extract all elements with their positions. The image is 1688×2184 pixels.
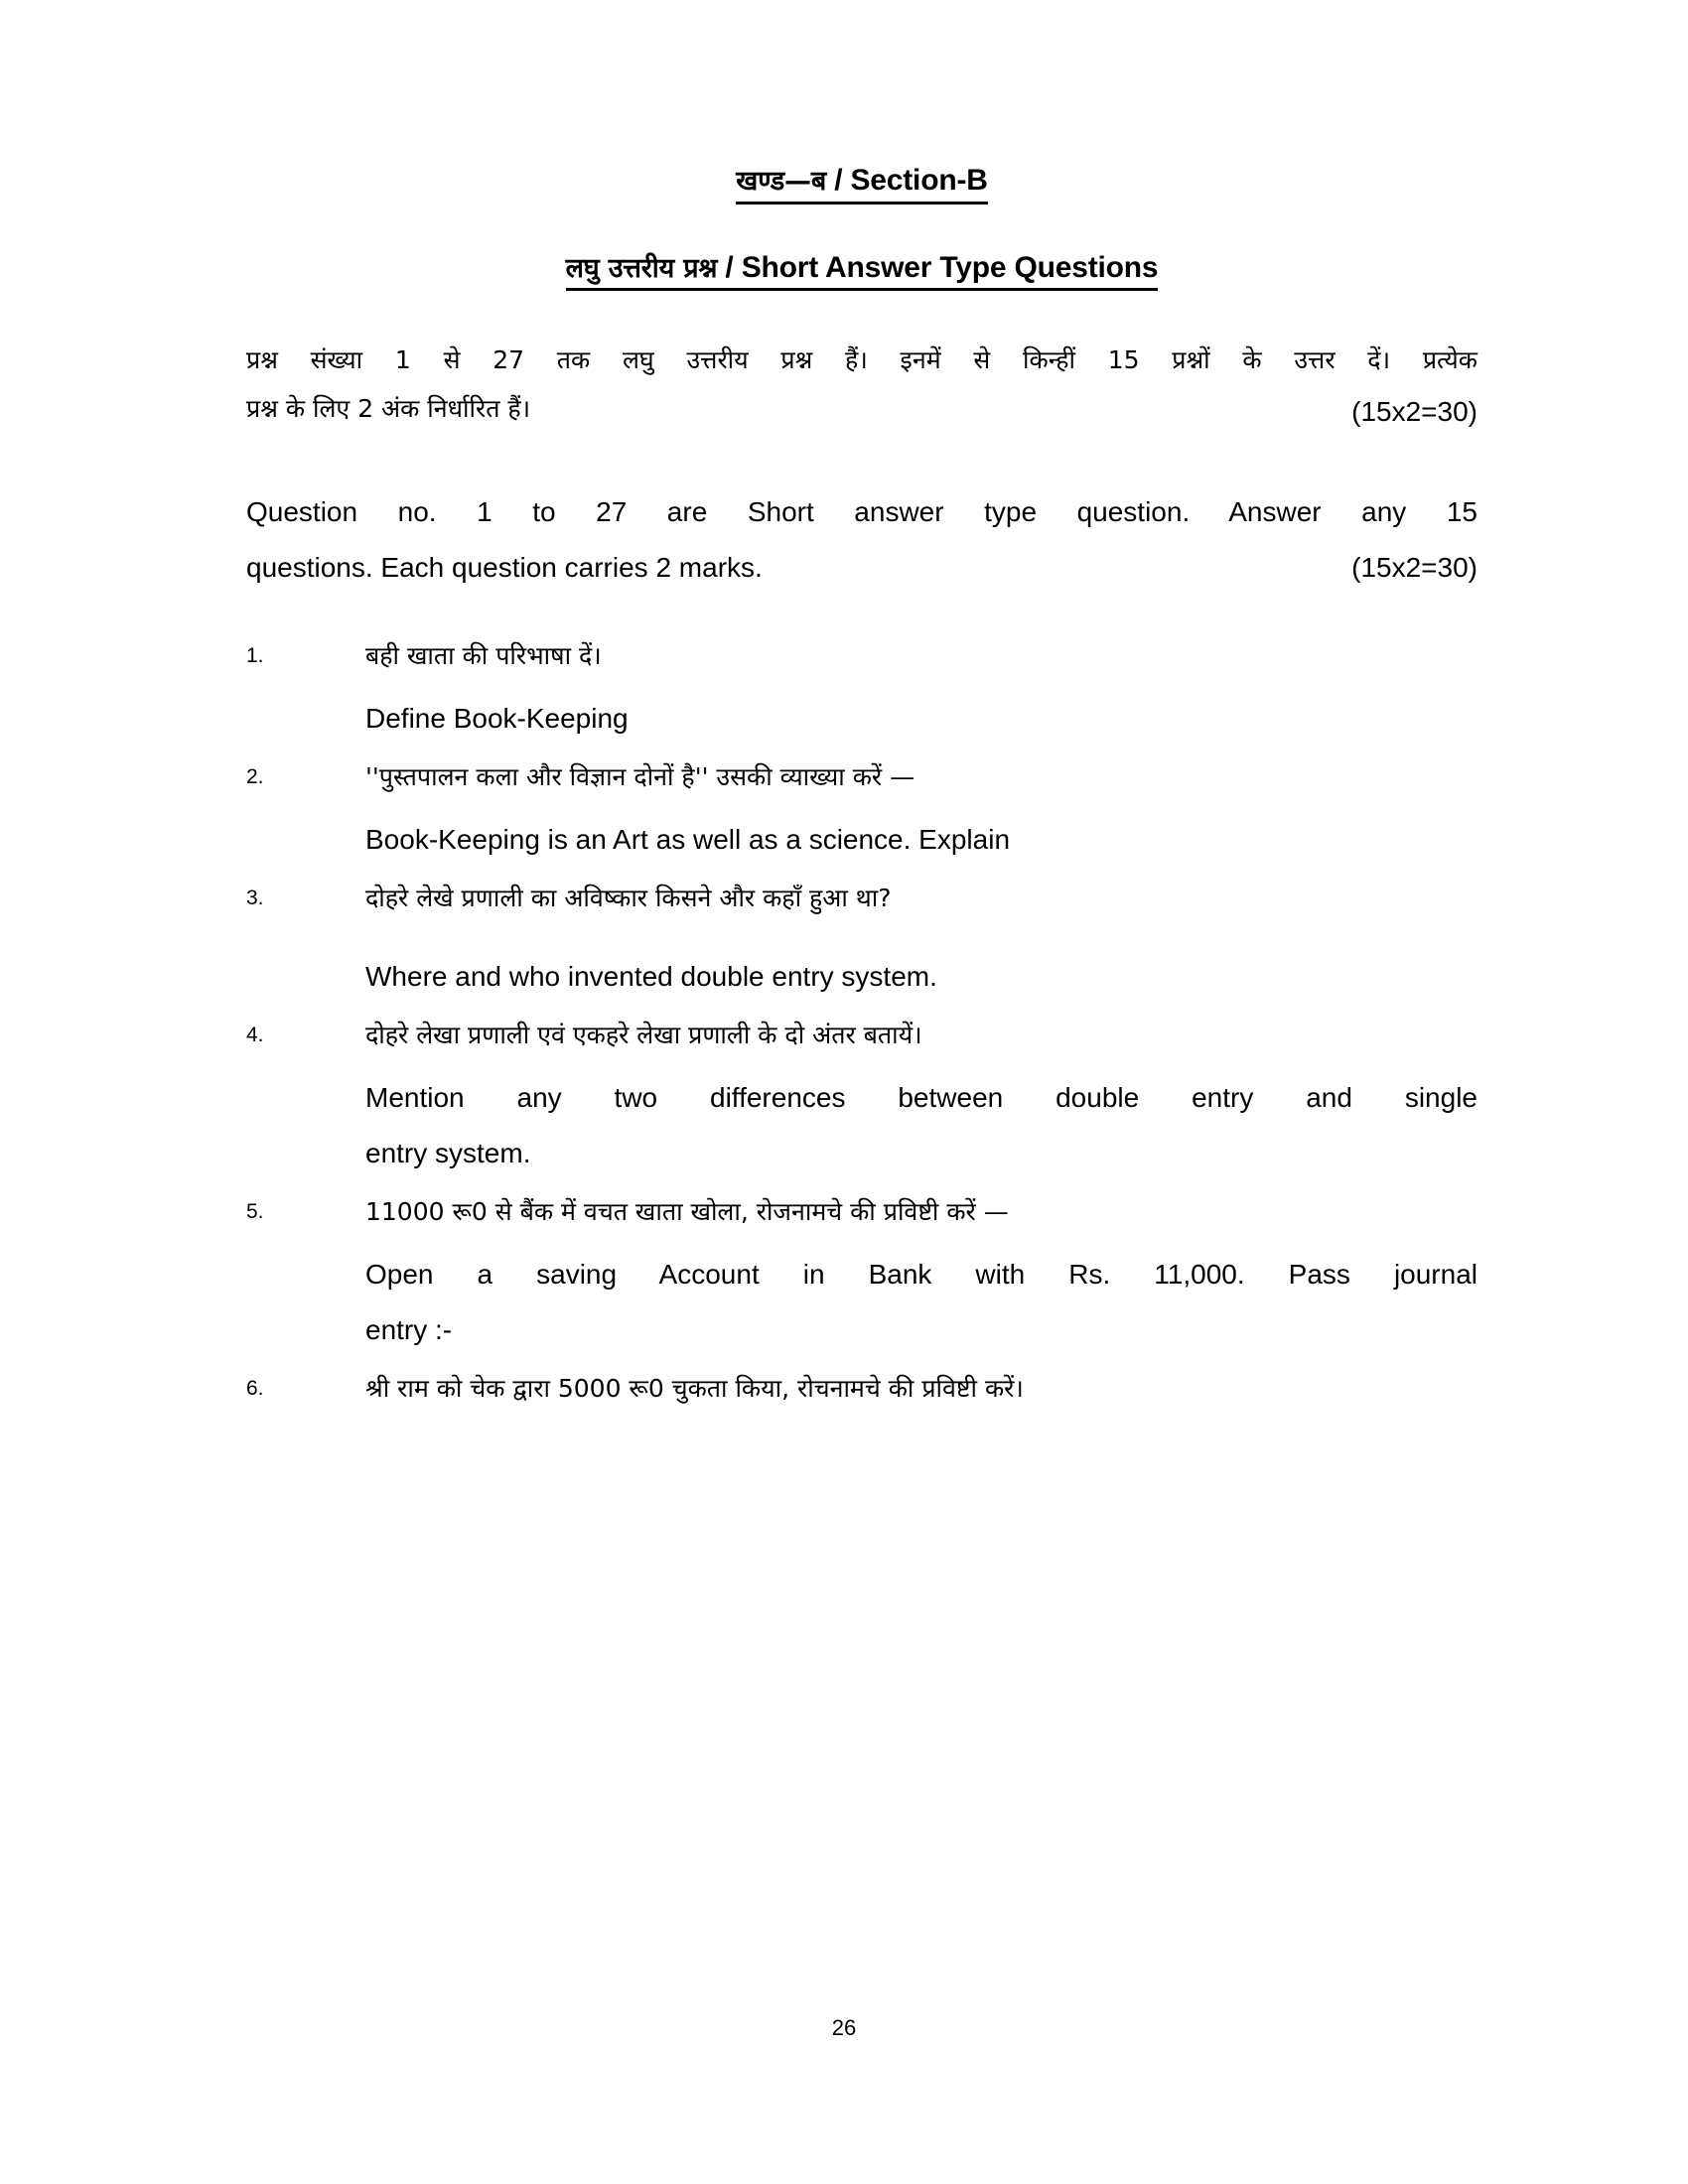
question-number: 2. — [246, 765, 264, 789]
instructions-hindi — [246, 337, 1477, 439]
questions-list — [246, 631, 1477, 1414]
section-heading-separator: / — [826, 164, 851, 197]
question-item — [246, 631, 1477, 747]
question-number: 4. — [246, 1024, 264, 1047]
question-body — [365, 874, 1477, 1005]
type-heading-separator: / — [717, 250, 742, 284]
spacer — [365, 681, 1477, 691]
question-item — [246, 874, 1477, 1005]
question-text-hindi: बही खाता की परिभाषा दें। — [365, 641, 602, 671]
question-body — [365, 1011, 1477, 1181]
spacer — [365, 923, 1477, 949]
instructions-english-line-1: Question no. 1 to 27 are Short answer type question. Answer any 15 — [246, 496, 1477, 528]
spacer — [365, 1060, 1477, 1070]
question-number: 5. — [246, 1200, 264, 1224]
spacer — [365, 802, 1477, 812]
question-item — [246, 1011, 1477, 1181]
page-content — [246, 0, 1477, 1420]
instructions-hindi-marks: (15x2=30) — [1351, 395, 1477, 427]
instructions-english-marks: (15x2=30) — [1351, 552, 1477, 584]
spacer — [365, 1237, 1477, 1247]
instructions-english-line-2: questions. Each question carries 2 marks. — [246, 552, 763, 584]
question-number: 3. — [246, 887, 264, 910]
question-text-hindi: श्री राम को चेक द्वारा 5000 रू0 चुकता किया, रोचनामचे की प्रविष्टी करें। — [365, 1374, 1024, 1404]
question-text-hindi: दोहरे लेखा प्रणाली एवं एकहरे लेखा प्रणाली के दो अंतर बतायें। — [365, 1021, 922, 1050]
instructions-hindi-line-2: प्रश्न के लिए 2 अंक निर्धारित हैं। — [246, 393, 531, 423]
question-body — [365, 1364, 1477, 1414]
page-number: 26 — [831, 2015, 857, 2040]
question-body — [365, 631, 1477, 747]
question-text-english: Book-Keeping is an Art as well as a science. Explain — [365, 824, 1011, 856]
instructions-hindi-line-2-wrap — [246, 385, 1477, 434]
question-body — [365, 1187, 1477, 1358]
type-heading-english: Short Answer Type Questions — [741, 250, 1159, 284]
question-text-english-line-1: Mention any two differences between double entry and single — [365, 1082, 1477, 1114]
question-body — [365, 752, 1477, 868]
question-text-hindi: 11000 रू0 से बैंक में वचत खाता खोला, रोजनामचे की प्रविष्टी करें — — [365, 1197, 1009, 1227]
type-heading — [566, 249, 1159, 292]
instructions-english-line-2-wrap — [246, 540, 1477, 596]
question-number: 1. — [246, 644, 264, 668]
section-heading — [736, 162, 987, 205]
question-item — [246, 1364, 1477, 1414]
question-text-english-line-2: entry :- — [365, 1314, 453, 1346]
question-text-english-line-1: Open a saving Account in Bank with Rs. 11,000. Pass journal — [365, 1259, 1477, 1291]
question-item — [246, 1187, 1477, 1358]
question-text-english: Define Book-Keeping — [365, 703, 629, 735]
question-number: 6. — [246, 1377, 264, 1401]
question-text-english: Where and who invented double entry system. — [365, 961, 937, 993]
section-heading-row — [246, 162, 1477, 205]
page-number-footer — [0, 2015, 1688, 2041]
section-heading-hindi: खण्ड—ब — [736, 166, 827, 197]
question-text-hindi: दोहरे लेखे प्रणाली का अविष्कार किसने और कहाँ हुआ था? — [365, 884, 892, 913]
question-text-hindi: ''पुस्तपालन कला और विज्ञान दोनों है'' उसकी व्याख्या करें — — [365, 762, 915, 792]
instructions-english — [246, 484, 1477, 596]
type-heading-row — [246, 249, 1477, 292]
question-item — [246, 752, 1477, 868]
type-heading-hindi: लघु उत्तरीय प्रश्न — [565, 252, 718, 284]
question-text-english-line-2: entry system. — [365, 1138, 531, 1169]
section-heading-english: Section-B — [850, 164, 988, 197]
instructions-hindi-line-1: प्रश्न संख्या 1 से 27 तक लघु उत्तरीय प्रश्न हैं। इनमें से किन्हीं 15 प्रश्नों के उत्तर दें। प्रत्येक — [246, 345, 1477, 374]
